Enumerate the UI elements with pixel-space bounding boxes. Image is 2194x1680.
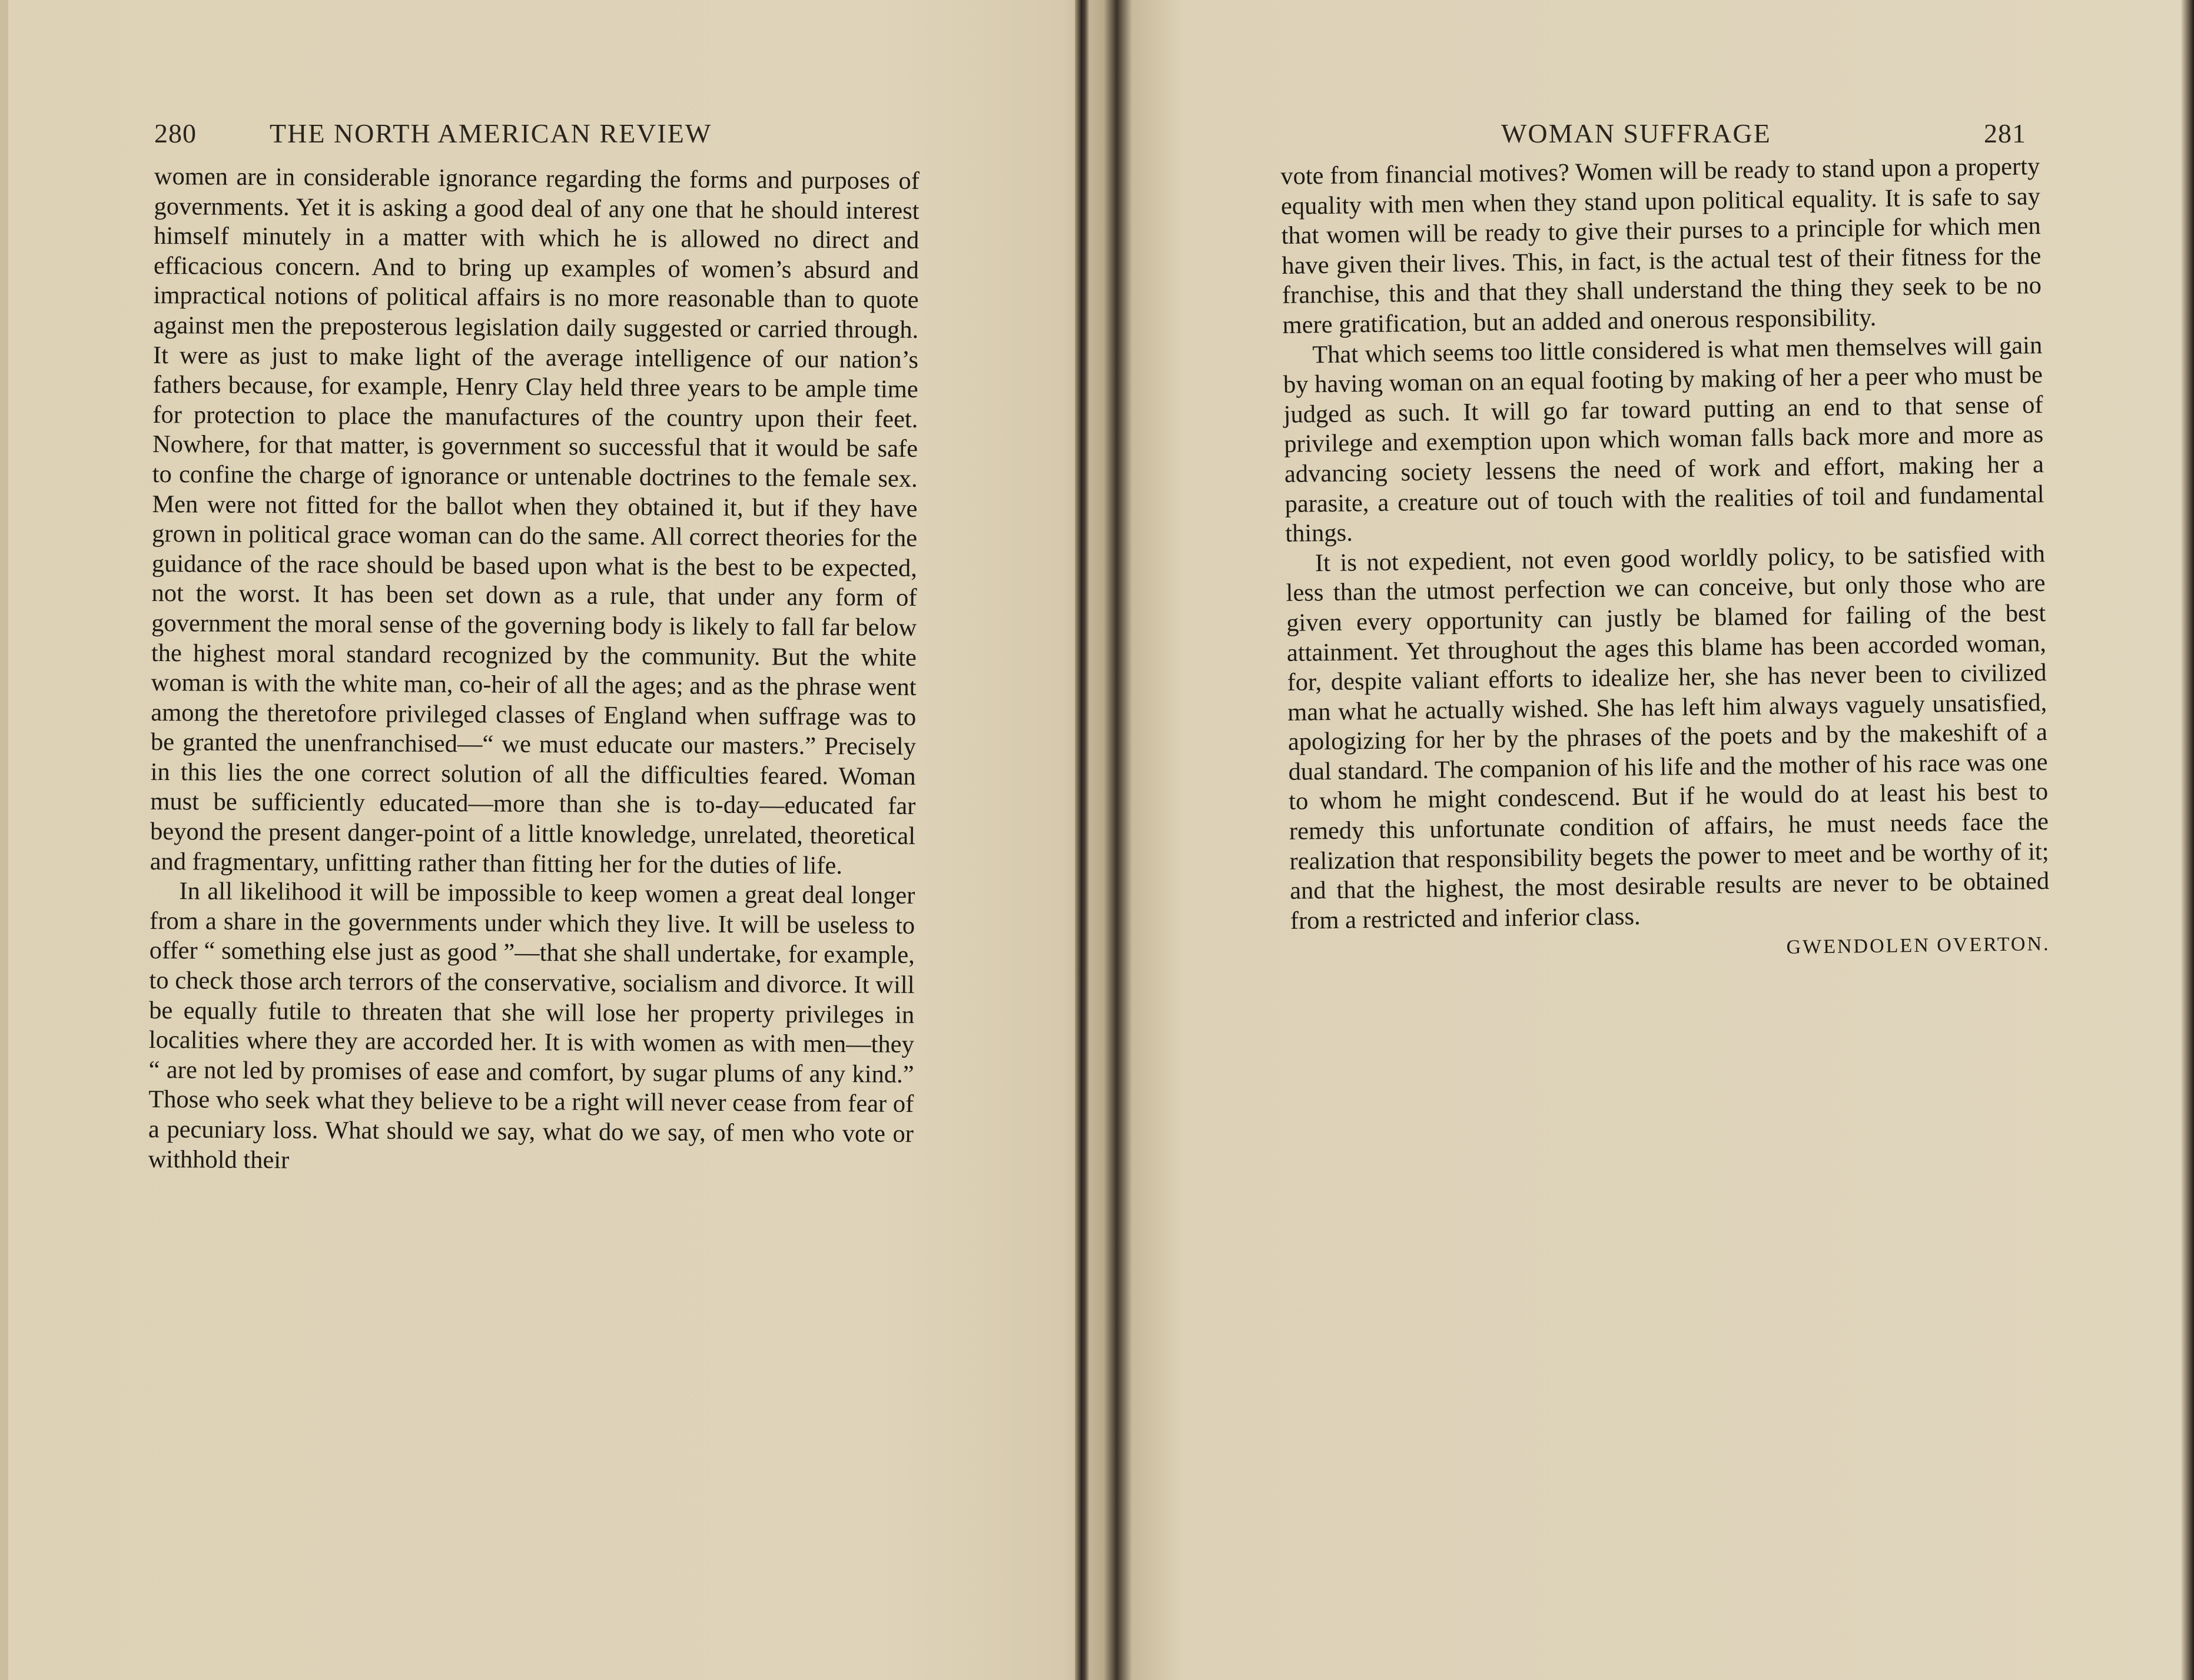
book-gutter [1075, 0, 1089, 1680]
paragraph: In all likelihood it will be impossible to keep women a great deal longer from a share in the governments under which they live. It will be useless to offer “ something else just as good ”—that she shall undertake, for example, to check those arch terrors of the conservative, socialism and divorce. It will be equally futile to threaten that she will lose her property privileges in localities where they are accorded her. It is with women as with men—they “ are not led by promises of ease and comfort, by sugar plums of any kind.” Those who seek what they believe to be a right will never cease from fear of a pecuniary loss. What should we say, what do we say, of men who vote or withhold their [148, 877, 915, 1174]
paragraph: women are in considerable ignorance regarding the forms and purposes of governments. Yet it is asking a good deal of any one that he should interest himself minutely in a matter with which he is allowed no direct and efficacious concern. And to bring up examples of women’s absurd and impractical notions of political affairs is no more reasonable than to quote against men the preposterous legislation daily suggested or carried through. It were as just to make light of the average intelligence of our nation’s fathers because, for example, Henry Clay held three years to be ample time for protection to place the manufactures of the country upon their feet. Nowhere, for that matter, is government so successful that it would be safe to confine the charge of ignorance or untenable doctrines to the female sex. Men were not fitted for the ballot when they obtained it, but if they have grown in political grace woman can do the same. All correct theories for the guidance of the race should be based upon what is the best to be expected, not the worst. It has been set down as a rule, that under any form of government the moral sense of the governing body is likely to fall far below the highest moral standard recognized by the community. But the white woman is with the white man, co-heir of all the ages; and as the phrase went among the theretofore privileged classes of England when suffrage was to be granted the unenfranchised—“ we must educate our masters.” Precisely in this lies the one correct solution of all the difficulties feared. Woman must be sufficiently educated—more than she is to-day—educated far beyond the present danger-point of a little knowledge, unrelated, theoretical and fragmentary, unfitting rather than fitting her for the duties of life. [150, 162, 920, 879]
paragraph: That which seems too little considered is what men themselves will gain by having woman on an equal footing by making of her a peer who must be judged as such. It will go far toward putting an end to that sense of privilege and exemption upon which woman falls back more and more as advancing society lessens the need of work and effort, making her a parasite, a creature out of touch with the realities of toil and fundamental things. [1283, 331, 2044, 548]
paragraph: vote from financial motives? Women will be ready to stand upon a property equality with men when they stand upon political equality. It is safe to say that women will be ready to give their purses to a principle for which men have given their lives. This, in fact, is the actual test of their fitness for the franchise, this and that they shall understand the thing they seek to be no mere gratification, but an added and onerous responsibility. [1280, 152, 2042, 339]
running-head-left: THE NORTH AMERICAN REVIEW [270, 118, 712, 148]
right-page-text [1280, 152, 2050, 970]
paragraph: It is not expedient, not even good worldly policy, to be satisfied with less than the utmost perfection we can conceive, but only those who are given every opportunity can justly be blamed for failing of the best attainment. Yet throughout the ages this blame has been accorded woman, for, despite valiant efforts to idealize her, she has never been to civilized man what he actually wished. She has left him always vaguely unsatisfied, apologizing for her by the phrases of the poets and by the makeshift of a dual standard. The companion of his life and the mother of his race was one to whom he might condescend. But if he would do at least his best to remedy this unfortunate condition of affairs, he must needs face the realization that responsibility begets the power to meet and be worthy of it; and that the highest, the most desirable results are never to be obtained from a restricted and inferior class. [1286, 539, 2050, 935]
right-page [1089, 0, 2194, 1680]
author-signature: GWENDOLEN OVERTON. [1786, 933, 2050, 959]
left-page-text [148, 162, 919, 1179]
right-page-edge [2181, 0, 2194, 1680]
running-head-right: WOMAN SUFFRAGE [1501, 118, 1771, 148]
page-number-left: 280 [154, 118, 197, 148]
left-page [0, 0, 1075, 1680]
page-number-right: 281 [1984, 118, 2026, 148]
